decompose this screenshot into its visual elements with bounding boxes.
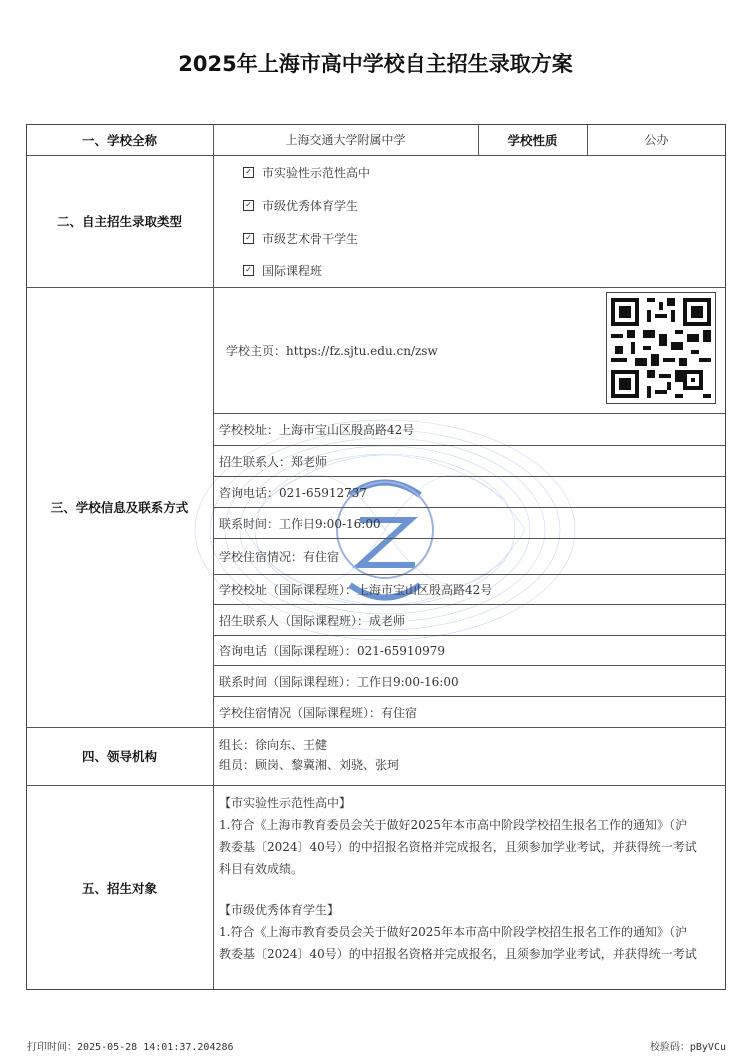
section-title: 【市实验性示范性高中】 <box>219 796 352 810</box>
admission-type-item: ✓ 市实验性示范性高中 <box>243 164 370 181</box>
info-line: 学校住宿情况：有住宿 <box>219 550 340 564</box>
info-line: 学校校址：上海市宝山区殷高路42号 <box>219 423 415 437</box>
paragraph-line: 1.符合《上海市教育委员会关于做好2025年本市高中阶段学校招生报名工作的通知》（沪 <box>219 925 687 939</box>
checkbox-checked-icon: ✓ <box>243 167 254 178</box>
admission-type-item: ✓ 市级优秀体育学生 <box>243 197 358 214</box>
leader-line: 组长：徐向东、王健 <box>219 738 328 752</box>
school-nature-label: 学校性质 <box>507 132 558 148</box>
checkbox-checked-icon: ✓ <box>243 200 254 211</box>
page-title: 2025年上海市高中学校自主招生录取方案 <box>178 52 573 76</box>
members-line: 组员：顾岗、黎冀湘、刘骁、张珂 <box>219 758 400 772</box>
school-name-value: 上海交通大学附属中学 <box>285 133 406 147</box>
checkbox-checked-icon: ✓ <box>243 233 254 244</box>
check-code: 校验码：pByVCu <box>649 1042 726 1053</box>
info-line: 联系时间：工作日9:00-16:00 <box>219 516 381 531</box>
info-line: 联系时间（国际课程班）：工作日9:00-16:00 <box>219 674 459 689</box>
info-line: 咨询电话（国际课程班）：021-65910979 <box>219 644 446 658</box>
admission-type-item: ✓ 国际课程班 <box>243 262 322 279</box>
paragraph-line: 科目有效成绩。 <box>219 862 304 876</box>
info-line: 招生联系人（国际课程班）：成老师 <box>219 613 406 628</box>
info-line: 学校住宿情况（国际课程班）：有住宿 <box>219 705 418 720</box>
qr-code-icon[interactable] <box>606 292 716 404</box>
admission-type-label: 二、自主招生录取类型 <box>56 214 182 229</box>
homepage-link[interactable]: 学校主页：https://fz.sjtu.edu.cn/zsw <box>226 343 438 358</box>
leadership-label: 四、领导机构 <box>81 749 157 764</box>
info-line: 咨询电话：021-65912737 <box>219 485 368 500</box>
contact-info-label: 三、学校信息及联系方式 <box>50 500 189 515</box>
admission-type-item: ✓ 市级艺术骨干学生 <box>243 230 358 247</box>
school-name-label: 一、学校全称 <box>81 132 157 148</box>
school-nature-value: 公办 <box>644 133 669 147</box>
paragraph-line: 1.符合《上海市教育委员会关于做好2025年本市高中阶段学校招生报名工作的通知》（沪 <box>219 818 687 832</box>
info-line: 招生联系人：郑老师 <box>219 454 328 469</box>
info-line: 学校校址（国际课程班）：上海市宝山区殷高路42号 <box>219 583 493 597</box>
enrollment-target-label: 五、招生对象 <box>81 880 157 896</box>
checkbox-checked-icon: ✓ <box>243 265 254 276</box>
paragraph-line: 教委基〔2024〕40号）的中招报名资格并完成报名，且须参加学业考试，并获得统一考试 <box>219 947 697 961</box>
print-time: 打印时间：2025-05-28 14:01:37.204286 <box>27 1042 234 1053</box>
section-title: 【市级优秀体育学生】 <box>219 903 340 917</box>
paragraph-line: 教委基〔2024〕40号）的中招报名资格并完成报名，且须参加学业考试，并获得统一考试 <box>219 840 697 854</box>
